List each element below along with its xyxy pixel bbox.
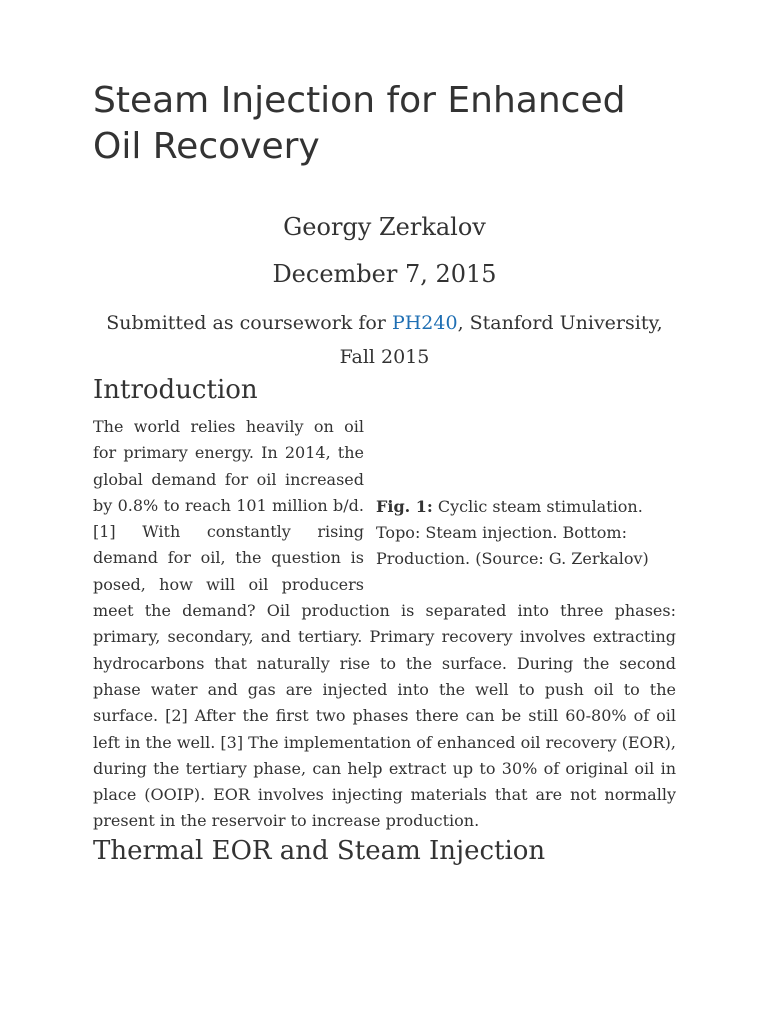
publication-date: December 7, 2015 <box>272 260 497 288</box>
introduction-heading: Introduction <box>93 375 258 405</box>
submission-prefix: Submitted as coursework for <box>106 312 392 334</box>
figure-1 <box>376 494 676 572</box>
submission-note <box>93 306 676 374</box>
figure-caption: Cyclic steam stimulation. Topo: Steam injection. Bottom: Production. (Source: G. Zerkalov) <box>376 497 649 568</box>
article <box>93 78 676 867</box>
figure-label: Fig. 1: <box>376 497 433 516</box>
thermal-eor-heading: Thermal EOR and Steam Injection <box>93 835 546 866</box>
course-link[interactable]: PH240 <box>391 312 458 334</box>
introduction-paragraph: The world relies heavily on oil for primary energy. In 2014, the global demand for oil increased by 0.8% to reach 101 million b/d. [1] With constantly rising demand for oil, the question is posed, how will oil producers meet the demand? Oil production is separated into three phases: primary, secondary, and tertiary. Primary recovery involves extracting hydrocarbons that naturally rise to the surface. During the second phase water and gas are injected into the well to push oil to the surface. [2] After the first two phases there can be still 60-80% of oil left in the well. [3] The implementation of enhanced oil recovery (EOR), during the tertiary phase, can help extract up to 30% of original oil in place (OOIP). EOR involves injecting materials that are not normally present in the reservoir to increase production. <box>93 417 676 831</box>
submission-suffix: , Stanford University, Fall 2015 <box>339 312 663 368</box>
author-name: Georgy Zerkalov <box>283 213 486 241</box>
page-title: Steam Injection for Enhanced Oil Recovery <box>93 80 626 167</box>
introduction-section <box>93 414 676 835</box>
